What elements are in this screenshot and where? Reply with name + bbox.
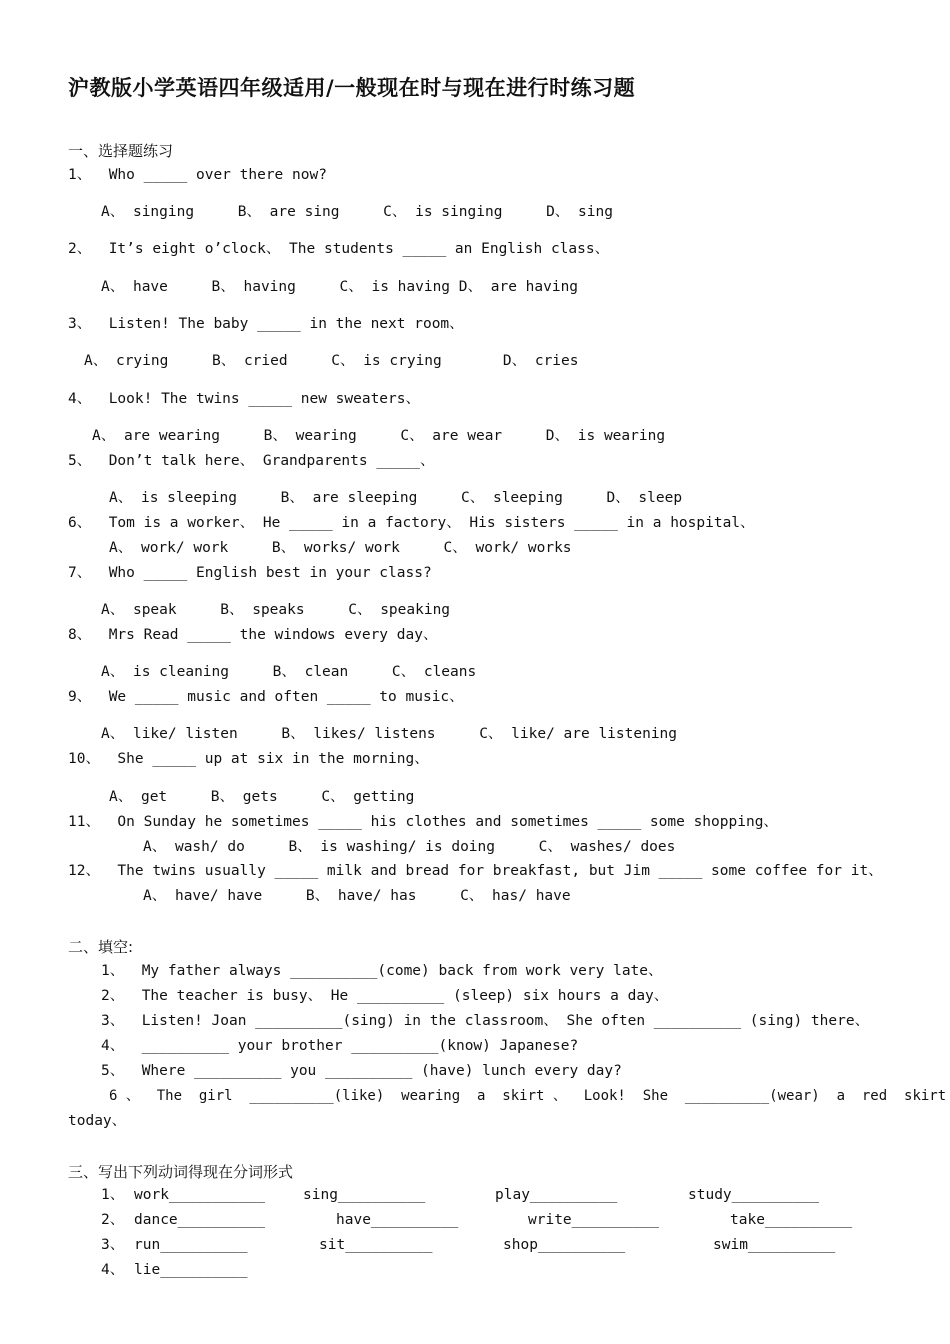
question-3-options: A、 crying B、 cried C、 is crying D、 cries [84,353,579,369]
verb-row-1-word-1: work___________ [134,1187,265,1203]
section-2-heading: 二、填空: [68,938,134,956]
verb-row-2-word-2: have__________ [336,1212,459,1228]
question-12-stem: 12、 The twins usually _____ milk and bread for breakfast, but Jim _____ some coffee for it、 [68,863,883,879]
question-8-stem: 8、 Mrs Read _____ the windows every day、 [68,627,438,643]
fill-item-1: 1、 My father always __________(come) back from work very late、 [101,963,663,979]
verb-row-2-word-3: write__________ [528,1212,659,1228]
question-7-options: A、 speak B、 speaks C、 speaking [101,602,451,618]
question-11-stem: 11、 On Sunday he sometimes _____ his clothes and sometimes _____ some shopping、 [68,814,778,830]
verb-row-4-word-1: lie__________ [134,1262,248,1278]
verb-row-3-word-4: swim__________ [713,1237,836,1253]
question-2-options: A、 have B、 having C、 is having D、 are having [101,279,579,295]
verb-row-1-number: 1、 [101,1187,125,1203]
verb-row-1-word-2: sing__________ [303,1187,426,1203]
fill-item-6-continued: today、 [68,1113,127,1129]
question-6-options: A、 work/ work B、 works/ work C、 work/ works [109,540,572,556]
verb-row-2-word-4: take__________ [730,1212,853,1228]
fill-item-3: 3、 Listen! Joan __________(sing) in the classroom、 She often __________ (sing) there、 [101,1013,870,1029]
question-8-options: A、 is cleaning B、 clean C、 cleans [101,664,477,680]
question-4-stem: 4、 Look! The twins _____ new sweaters、 [68,391,421,407]
fill-item-2: 2、 The teacher is busy、 He __________ (sleep) six hours a day、 [101,988,669,1004]
question-5-options: A、 is sleeping B、 are sleeping C、 sleeping D、 sleep [109,490,683,506]
question-11-options: A、 wash/ do B、 is washing/ is doing C、 washes/ does [143,839,676,855]
question-4-options: A、 are wearing B、 wearing C、 are wear D、 is wearing [92,428,666,444]
section-1-heading: 一、选择题练习 [68,142,174,160]
question-3-stem: 3、 Listen! The baby _____ in the next room、 [68,316,464,332]
section-3-heading: 三、写出下列动词得现在分词形式 [68,1163,294,1181]
worksheet-title: 沪教版小学英语四年级适用/一般现在时与现在进行时练习题 [68,76,636,100]
verb-row-3-word-2: sit__________ [319,1237,433,1253]
verb-row-3-word-3: shop__________ [503,1237,626,1253]
question-9-options: A、 like/ listen B、 likes/ listens C、 like/ are listening [101,726,678,742]
fill-item-4: 4、 __________ your brother __________(know) Japanese? [101,1038,579,1054]
question-1-options: A、 singing B、 are sing C、 is singing D、 sing [101,204,613,220]
verb-row-4-number: 4、 [101,1262,125,1278]
question-1-stem: 1、 Who _____ over there now? [68,167,327,183]
question-10-stem: 10、 She _____ up at six in the morning、 [68,751,429,767]
question-2-stem: 2、 It’s eight o’clock、 The students _____ an English class、 [68,241,610,257]
verb-row-1-word-4: study__________ [688,1187,819,1203]
question-10-options: A、 get B、 gets C、 getting [109,789,415,805]
question-5-stem: 5、 Don’t talk here、 Grandparents _____、 [68,453,435,469]
question-12-options: A、 have/ have B、 have/ has C、 has/ have [143,888,571,904]
verb-row-1-word-3: play__________ [495,1187,618,1203]
question-9-stem: 9、 We _____ music and often _____ to music、 [68,689,464,705]
fill-item-5: 5、 Where __________ you __________ (have) lunch every day? [101,1063,622,1079]
verb-row-3-word-1: run__________ [134,1237,248,1253]
verb-row-2-word-1: dance__________ [134,1212,265,1228]
fill-item-6: 6 、 The girl __________(like) wearing a skirt 、 Look! She __________(wear) a red skirt [109,1088,947,1104]
verb-row-2-number: 2、 [101,1212,125,1228]
question-6-stem: 6、 Tom is a worker、 He _____ in a factory、 His sisters _____ in a hospital、 [68,515,755,531]
verb-row-3-number: 3、 [101,1237,125,1253]
question-7-stem: 7、 Who _____ English best in your class? [68,565,432,581]
